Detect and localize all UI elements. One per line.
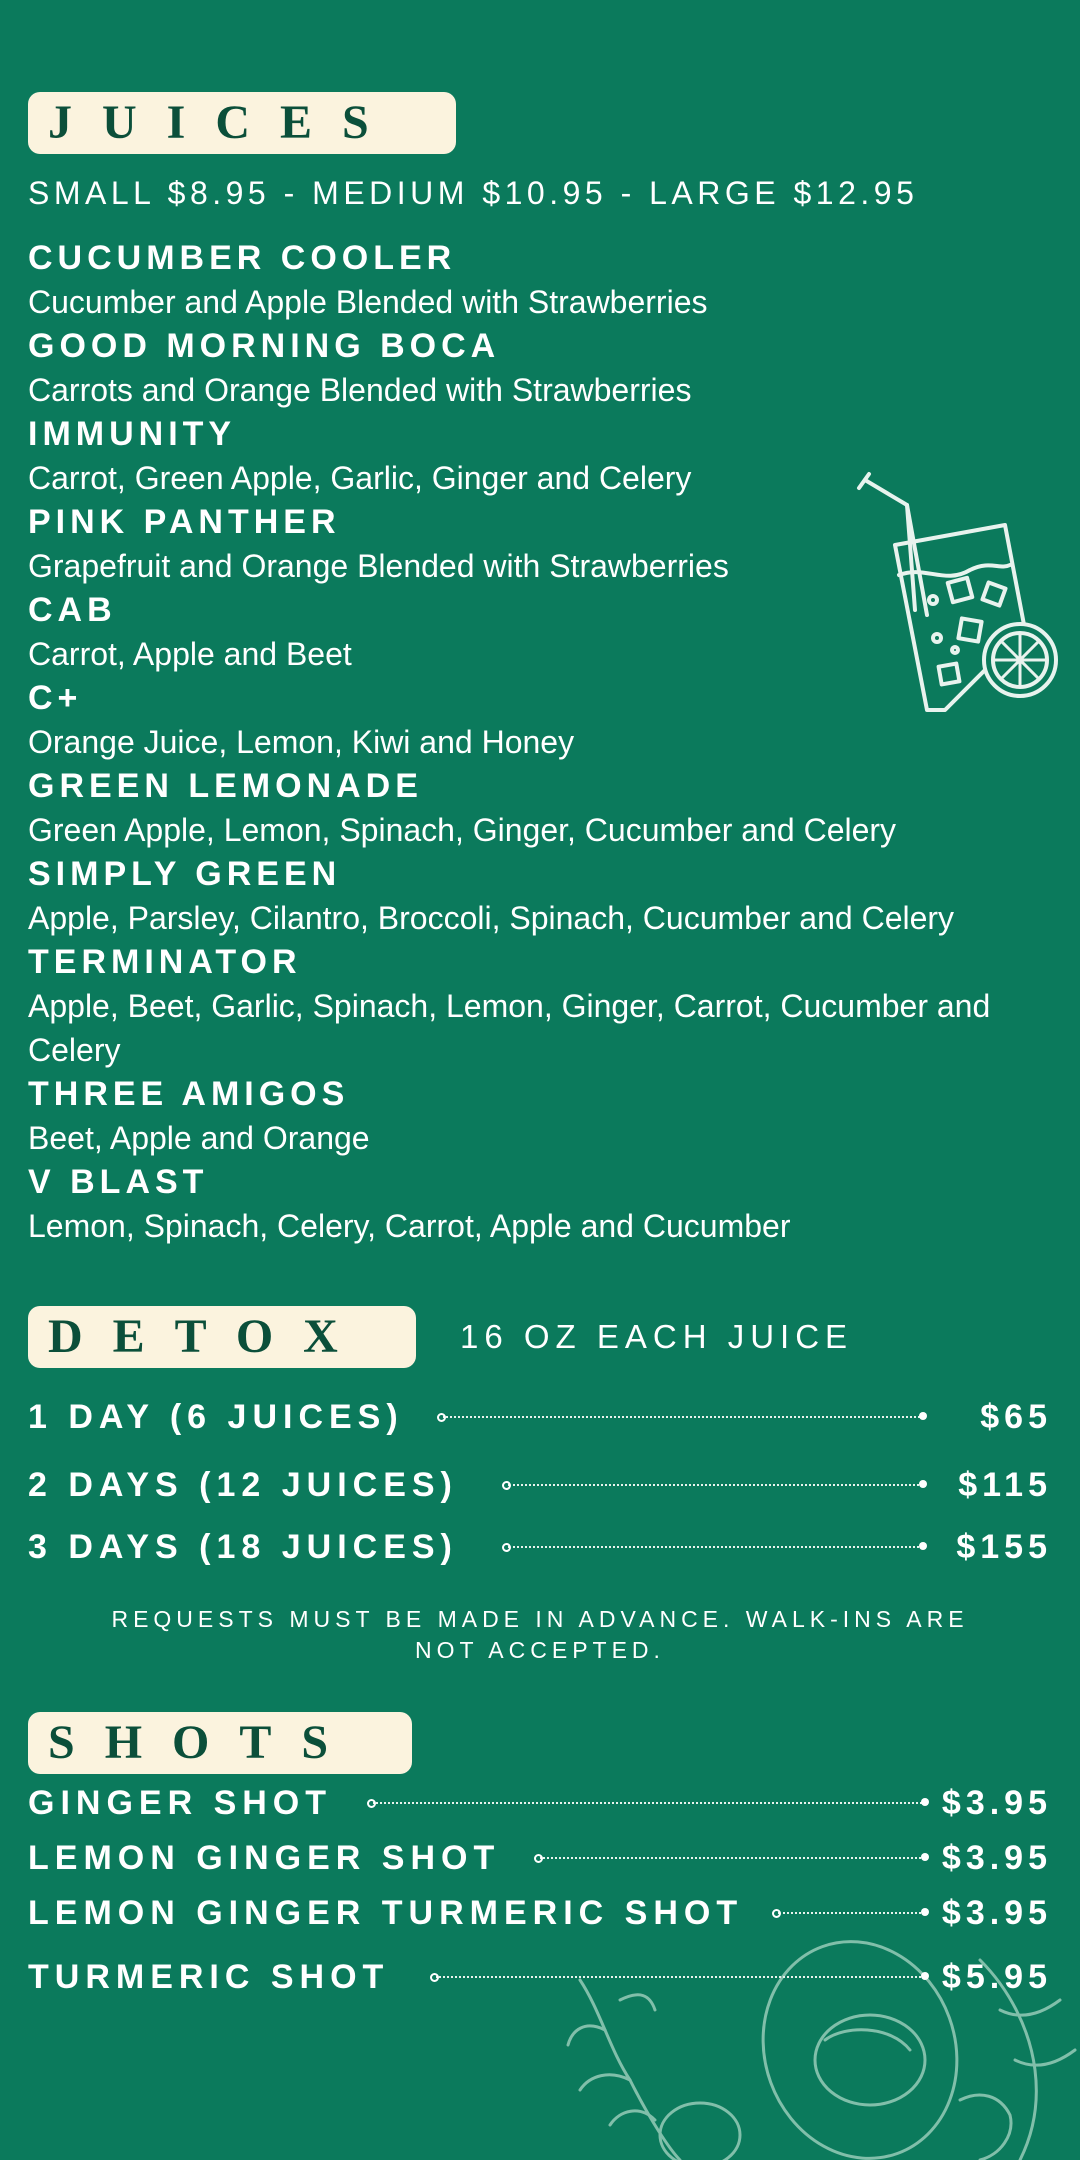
detox-row	[28, 1522, 1052, 1572]
dotted-leader	[443, 1416, 923, 1418]
list-item	[28, 852, 1038, 940]
juice-description: Apple, Parsley, Cilantro, Broccoli, Spinach, Cucumber and Celery	[28, 900, 955, 936]
shot-price: $3.95	[941, 1784, 1052, 1822]
list-item	[28, 764, 1038, 852]
juice-name: GREEN LEMONADE	[28, 767, 423, 805]
list-item	[28, 236, 1038, 324]
detox-disclaimer: REQUESTS MUST BE MADE IN ADVANCE. WALK-INS ARE NOT ACCEPTED.	[111, 1606, 969, 1663]
juice-description: Carrot, Apple and Beet	[28, 636, 352, 672]
list-item	[28, 1072, 1038, 1160]
juice-description: Grapefruit and Orange Blended with Strawberries	[28, 548, 729, 584]
juice-name: THREE AMIGOS	[28, 1075, 350, 1113]
juice-name: GOOD MORNING BOCA	[28, 327, 501, 365]
juice-description: Apple, Beet, Garlic, Spinach, Lemon, Ginger, Carrot, Cucumber and Celery	[28, 988, 991, 1068]
juice-name: CAB	[28, 591, 117, 629]
dotted-leader	[508, 1546, 923, 1548]
detox-serving-note: 16 OZ EACH JUICE	[460, 1318, 854, 1355]
detox-heading: DETOX	[28, 1306, 416, 1368]
juice-description: Carrot, Green Apple, Garlic, Ginger and Celery	[28, 460, 692, 496]
dotted-leader	[373, 1802, 925, 1804]
juice-description: Green Apple, Lemon, Spinach, Ginger, Cucumber and Celery	[28, 812, 897, 848]
juices-heading: JUICES	[28, 92, 456, 154]
juice-name: TERMINATOR	[28, 943, 302, 981]
detox-row	[28, 1460, 1052, 1510]
shot-price: $3.95	[941, 1894, 1052, 1932]
juice-glass-icon	[855, 470, 1065, 715]
list-item	[28, 324, 1038, 412]
shot-price: $5.95	[941, 1958, 1052, 1996]
detox-option-price: $65	[980, 1398, 1052, 1436]
juice-description: Beet, Apple and Orange	[28, 1120, 370, 1156]
shots-heading: SHOTS	[28, 1712, 412, 1774]
detox-option-label: 3 DAYS (18 JUICES)	[28, 1528, 458, 1566]
dotted-leader	[778, 1912, 925, 1914]
detox-option-label: 1 DAY (6 JUICES)	[28, 1398, 404, 1436]
list-item	[28, 1160, 1038, 1248]
dotted-leader	[540, 1857, 925, 1859]
shot-row	[28, 1952, 1052, 2002]
juice-name: V BLAST	[28, 1163, 209, 1201]
juice-list	[28, 236, 1038, 1248]
detox-option-price: $115	[958, 1466, 1052, 1504]
juice-name: PINK PANTHER	[28, 503, 341, 541]
shot-price: $3.95	[941, 1839, 1052, 1877]
juice-description: Orange Juice, Lemon, Kiwi and Honey	[28, 724, 575, 760]
shot-row	[28, 1888, 1052, 1938]
juice-name: SIMPLY GREEN	[28, 855, 342, 893]
shot-row	[28, 1833, 1052, 1883]
dotted-leader	[508, 1484, 923, 1486]
list-item	[28, 940, 1038, 1072]
shot-label: LEMON GINGER TURMERIC SHOT	[28, 1894, 744, 1932]
shot-label: TURMERIC SHOT	[28, 1958, 390, 1996]
dotted-leader	[436, 1976, 925, 1978]
juice-name: CUCUMBER COOLER	[28, 239, 457, 277]
juice-name: IMMUNITY	[28, 415, 237, 453]
juice-size-prices: SMALL $8.95 - MEDIUM $10.95 - LARGE $12.95	[28, 175, 919, 211]
juice-description: Cucumber and Apple Blended with Strawberries	[28, 284, 708, 320]
juice-description: Carrots and Orange Blended with Strawberries	[28, 372, 692, 408]
juice-description: Lemon, Spinach, Celery, Carrot, Apple and Cucumber	[28, 1208, 791, 1244]
detox-option-label: 2 DAYS (12 JUICES)	[28, 1466, 458, 1504]
shot-row	[28, 1778, 1052, 1828]
detox-row	[28, 1392, 1052, 1442]
shot-label: GINGER SHOT	[28, 1784, 333, 1822]
detox-option-price: $155	[956, 1528, 1052, 1566]
juice-name: C+	[28, 679, 83, 717]
shot-label: LEMON GINGER SHOT	[28, 1839, 501, 1877]
